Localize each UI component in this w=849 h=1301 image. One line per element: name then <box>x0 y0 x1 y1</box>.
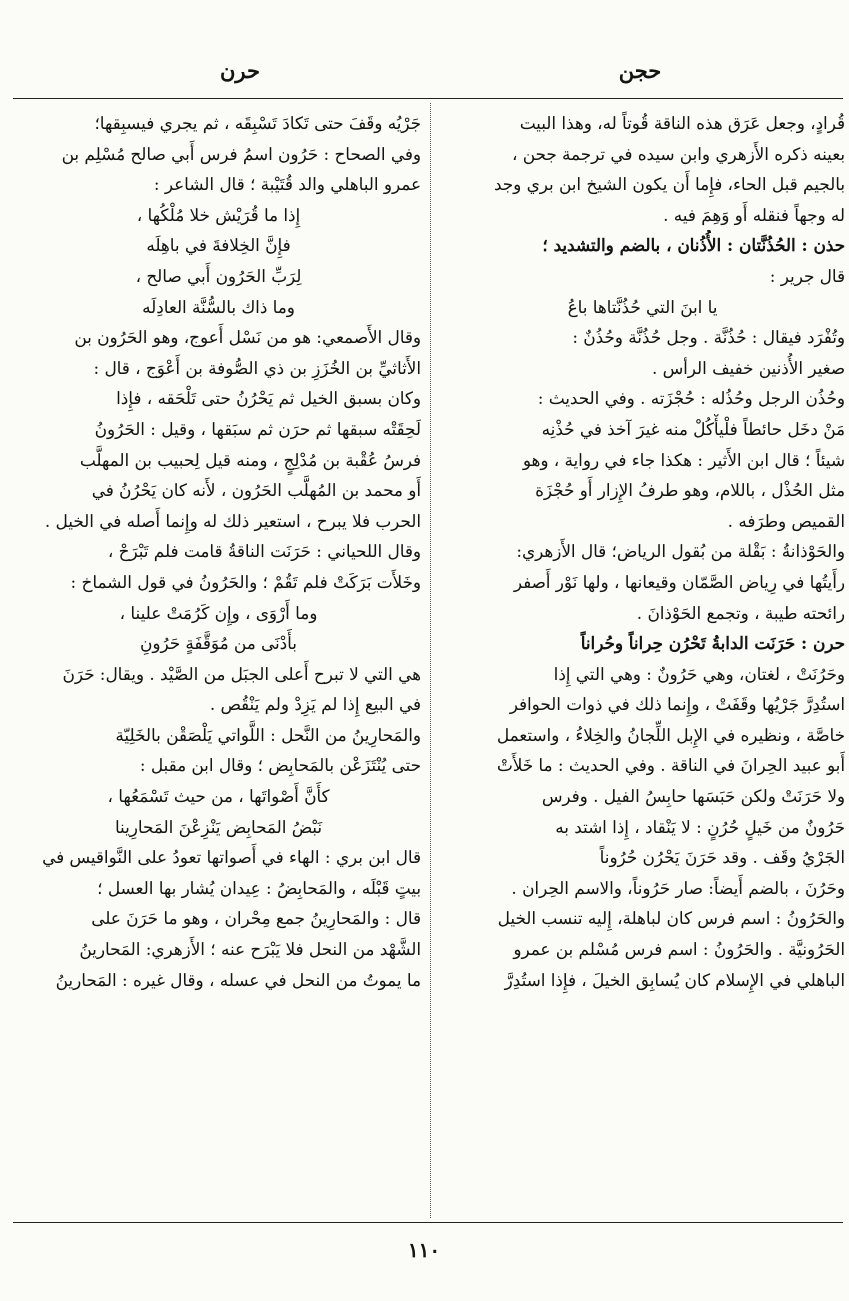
text-line: وفي الصحاح : حَرُون اسمُ فرس أَبي صالح مُسْلِم بن <box>61 143 421 164</box>
verse-line: وما أَرْوَى ، وإِن كَرُمَتْ علينا ، <box>119 602 318 623</box>
text-line: ما يموتُ من النحل في عسله ، وقال غيره : المَحارينُ <box>55 969 421 990</box>
text-line: الجَرْيُ وقَف . وقد حَرَنَ يَحْرُن حُرُوناً <box>599 847 845 868</box>
verse-line: وما ذاك بالسُّنَّة العادِلَه <box>142 296 295 317</box>
text-line: حتى يُنْتَزَعْن بالمَحابِض ؛ وقال ابن مقبل : <box>139 755 421 776</box>
text-line: صغير الأُذنين خفيف الرأس . <box>651 357 845 378</box>
text-line: وقال الأَصمعي: هو من نَسْل أَعوج، وهو الحَرُون بن <box>74 327 421 348</box>
entry-heading-line: حرن : حَرَنَت الدابةُ تَحْرُن حِراناً وحُراناً <box>580 633 845 654</box>
text-line: والمَحارِينُ من النَّحل : اللَّواتي يَلْصَقْن بالخَلِيّة <box>115 724 421 745</box>
verse-line: فإِنَّ الخِلافةَ في باهِلَه <box>146 235 291 256</box>
text-line: ولا حَرَنَتْ ولكن حَبَسَها حابِسُ الفيل . وفرس <box>541 786 845 807</box>
text-line: حَرُونٌ من خَيلٍ حُرُنٍ : لا يَنْقاد ، إِذا اشتد به <box>555 816 845 837</box>
text-line: بعينه ذكره الأَزهري وابن سيده في ترجمة جحن ، <box>511 143 845 164</box>
text-line: أَو محمد بن المُهلَّب الحَرُون ، لأَنه كان يَحْرُنُ في <box>91 480 421 501</box>
text-line: الشَّهْد من النحل فلا يَبْرَح عنه ؛ الأَزهري: المَحارينُ <box>79 939 421 960</box>
page-number: ١١٠ <box>407 1238 441 1262</box>
left-column <box>16 108 421 1218</box>
footer-rule <box>13 1222 843 1223</box>
text-line: مثل الحُذْل ، باللام، وهو طرفُ الإِزار أَو حُجْزَة <box>535 480 845 501</box>
text-line: الحرب فلا يبرح ، استعير ذلك له وإِنما أَصله في الخيل . <box>44 510 421 531</box>
text-line: في البيع إِذا لم يَزِدْ ولم يَنْقُص . <box>209 694 421 715</box>
text-line: بيتٍ قَبْلَه ، والمَحابِضُ : عِيدان يُشار بها العسل ؛ <box>97 877 421 898</box>
text-line: قال ابن بري : الهاء في أَصواتها تعودُ على النَّواقيس في <box>42 847 421 868</box>
text-line: قال : والمَحارِينُ جمع مِحْران ، وهو ما حَرَنَ على <box>91 908 421 929</box>
text-line: رأَيتُها في رِياض الصَّمّان وقيعانها ، ولها نَوْر أَصفر <box>513 571 845 592</box>
text-line: استُدِرَّ جَرْيُها وقَفَتْ ، وإِنما ذلك في ذوات الحوافر <box>509 694 845 715</box>
running-header-right: حجن <box>618 58 662 83</box>
text-line: وتُفْرَد فيقال : حُذُنَّة . وجل حُذُنَّة وحُذُنٌ : <box>572 327 845 348</box>
text-line: والحَرُونُ : اسم فرس كان لباهلة، إِليه تنسب الخيل <box>497 908 845 929</box>
text-line: والحَوْذانةُ : بَقْلة من بُقول الرياض؛ قال الأَزهري: <box>516 541 845 562</box>
text-line: فرسُ عُقْبة بن مُدْلِجٍ ، ومنه قيل لِحبيب بن المهلَّب <box>79 449 421 470</box>
text-line: بالجيم قبل الحاء، فإِما أَن يكون الشيخ ابن بري وجد <box>493 174 845 195</box>
text-line: لَحِقَتْه سبقها ثم حرَن ثم سبَقها ، وقيل : الحَرُونُ <box>94 418 421 439</box>
text-line: وحُذُن الرجل وحُذُله : حُجْزَته . وفي الحديث : <box>537 388 845 409</box>
column-divider <box>430 103 431 1218</box>
text-line: قُرادٍ، وجعل عَرَق هذه الناقة قُوتاً له، وهذا البيت <box>519 113 845 133</box>
text-line: شيئاً ؛ قال ابن الأَثير : هكذا جاء في رواية ، وهو <box>522 449 845 470</box>
text-line: له وجهاً فنقله أَو وَهِمَ فيه . <box>663 204 845 225</box>
text-line: قال جرير : <box>769 265 845 286</box>
text-line: وقال اللحياني : حَرَنَت الناقةُ قامت فلم تَبْرَحْ ، <box>107 541 421 562</box>
text-line: القميص وطرَفه . <box>727 510 845 531</box>
verse-line: بأَدْنَى من مُوَقَّفَةٍ حَرُونِ <box>140 633 297 654</box>
text-line: وحَرُنَ ، بالضم أَيضاً: صار حَرُوناً، والاسم الحِران . <box>511 877 845 898</box>
verse-line: نَبْضُ المَحابِض يَنْزِعْنَ المَحارِينا <box>114 816 323 837</box>
text-line: جَرْيُه وقَفَ حتى تَكادَ تَسْبِقَه ، ثم يجري فيسبِقها؛ <box>94 113 421 133</box>
text-line: خاصَّة ، ونظيره في الإِبل اللِّجانُ والخِلاءُ ، واستعمل <box>496 724 845 745</box>
text-line: رائحته طيبة ، وتجمع الحَوْذانَ . <box>636 602 845 623</box>
verse-line: كأَنَّ أَصْواتَها ، من حيث تَسْمَعُها ، <box>107 786 330 807</box>
text-line: الأَثاثيِّ بن الخُزَزِ بن ذي الصُّوفة بن أَعْوَج ، قال : <box>93 357 421 378</box>
verse-line: إِذا ما قُرَيْش خلا مُلْكُها ، <box>136 204 301 225</box>
running-header-left: حرن <box>220 58 260 83</box>
verse-line: لِرَبِّ الحَرُون أَبي صالح ، <box>135 265 302 286</box>
text-line: مَنْ دخَل حائطاً فلْيأْكُلْ منه غيرَ آخذ في حُذْنِه <box>541 418 845 439</box>
text-line: عمرو الباهلي والد قُتَيْبة ؛ قال الشاعر : <box>153 174 421 195</box>
text-line: وخَلأَت بَرَكَتْ فلم تَقُمْ ؛ والحَرُونُ في قول الشماخ : <box>70 571 421 592</box>
verse-line: يا ابنَ التي حُذُنَّتاها باعُ <box>567 296 718 317</box>
text-line: الحَرُونيَّة . والحَرُونُ : اسم فرس مُسْلم بن عمرو <box>513 939 845 960</box>
header-rule <box>13 98 843 99</box>
text-line: الباهلي في الإِسلام كان يُسابِق الخيلَ ، فإِذا استُدِرَّ <box>504 969 845 990</box>
text-line: هي التي لا تبرح أَعلى الجبَل من الصَّيْد . ويقال: حَرَنَ <box>62 663 421 684</box>
text-line: وكان بسبق الخيل ثم يَحْرُنُ حتى تَلْحَقه ، فإِذا <box>116 388 421 409</box>
text-line: أَبو عبيد الحِرانَ في الناقة . وفي الحديث : ما خَلأَتْ <box>496 755 845 776</box>
text-line: وحَرُنَتْ ، لغتان، وهي حَرُونٌ : وهي التي إِذا <box>553 663 845 684</box>
right-column <box>440 108 845 1218</box>
entry-heading-line: حذن : الحُذُنَّتان : الأُذُنان ، بالضم والتشديد ؛ <box>542 235 845 256</box>
